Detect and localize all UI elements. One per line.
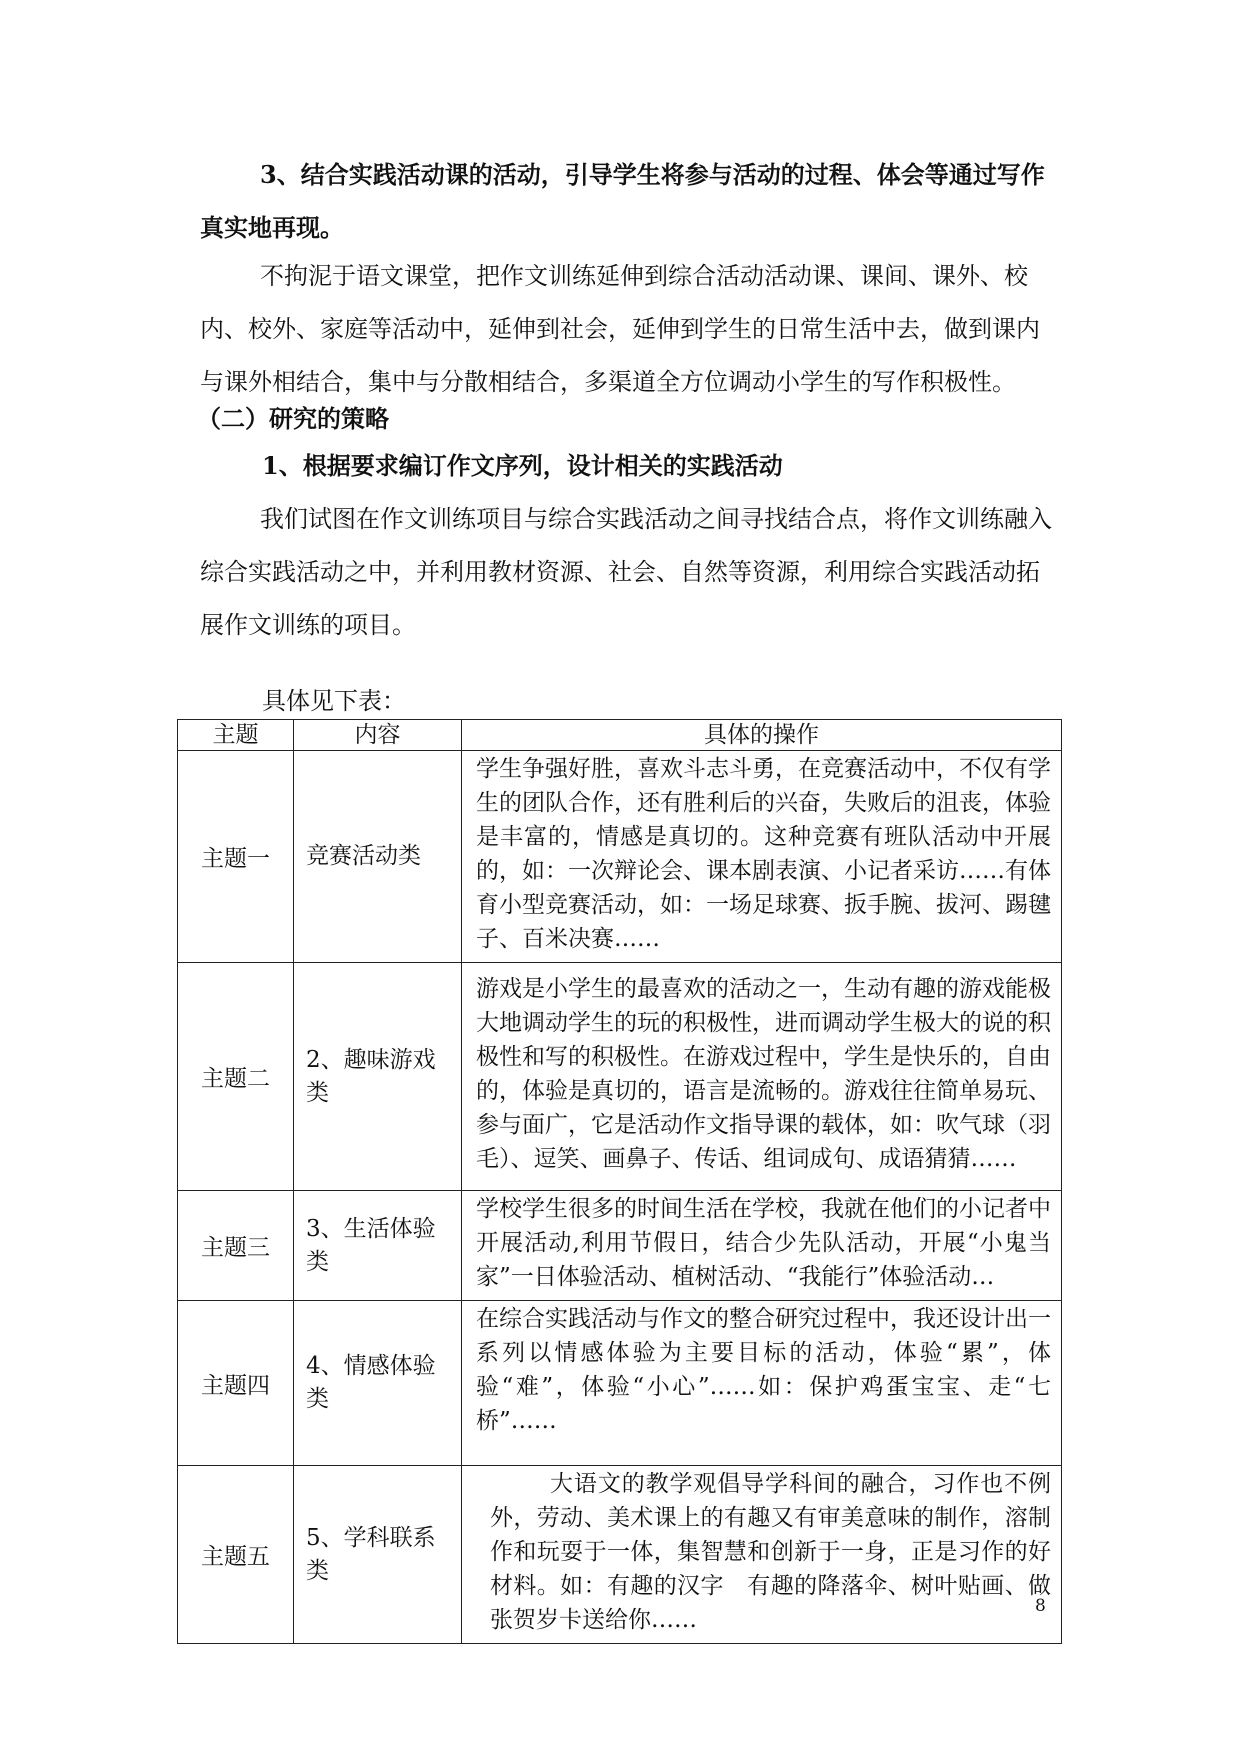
table-row [178, 1466, 1062, 1644]
row-operation: 大语文的教学观倡导学科间的融合，习作也不例外，劳动、美术课上的有趣又有审美意味的制作，溶制作和玩耍于一体，集智慧和创新于一身，正是习作的好材料。如：有趣的汉字 有趣的降落伞、树叶贴画、做张贺岁卡送给你…… [462, 1466, 1062, 1644]
row-operation: 游戏是小学生的最喜欢的活动之一，生动有趣的游戏能极大地调动学生的玩的积极性，进而调动学生极大的说的积极性和写的积极性。在游戏过程中，学生是快乐的，自由的，体验是真切的，语言是流畅的。游戏往往简单易玩、参与面广，它是活动作文指导课的载体，如：吹气球（羽毛）、逗笑、画鼻子、传话、组词成句、成语猜猜…… [462, 963, 1062, 1191]
subsection1-heading: 1、根据要求编订作文序列，设计相关的实践活动 [262, 451, 783, 480]
row-theme: 主题四 [178, 1301, 294, 1466]
header-operation: 具体的操作 [462, 720, 1062, 751]
row-operation: 学生争强好胜，喜欢斗志斗勇，在竞赛活动中，不仅有学生的团队合作，还有胜利后的兴奋，失败后的沮丧，体验是丰富的，情感是真切的。这种竞赛有班队活动中开展的，如：一次辩论会、课本剧表演、小记者采访……有体育小型竞赛活动，如：一场足球赛、扳手腕、拔河、踢毽子、百米决赛…… [462, 751, 1062, 963]
table-row [178, 963, 1062, 1191]
row-content: 3、生活体验类 [294, 1191, 462, 1301]
subsection1-body: 我们试图在作文训练项目与综合实践活动之间寻找结合点，将作文训练融入综合实践活动之中，并利用教材资源、社会、自然等资源，利用综合实践活动拓展作文训练的项目。 [200, 505, 1052, 639]
table-row [178, 1191, 1062, 1301]
activity-table [177, 719, 1062, 1644]
page-number: 8 [1035, 1596, 1046, 1616]
table-header-row [178, 720, 1062, 751]
row-content: 竞赛活动类 [294, 751, 462, 963]
row-theme: 主题三 [178, 1191, 294, 1301]
table-caption: 具体见下表： [262, 687, 406, 715]
header-theme: 主题 [178, 720, 294, 751]
row-operation: 在综合实践活动与作文的整合研究过程中，我还设计出一系列以情感体验为主要目标的活动，体验“累”，体验“难”，体验“小心”……如：保护鸡蛋宝宝、走“七桥”…… [462, 1301, 1062, 1466]
row-content: 5、学科联系类 [294, 1466, 462, 1644]
table-row [178, 751, 1062, 963]
section-two-heading: （二）研究的策略 [197, 404, 389, 433]
row-content: 2、趣味游戏类 [294, 963, 462, 1191]
table-row [178, 1301, 1062, 1466]
row-theme: 主题二 [178, 963, 294, 1191]
row-theme: 主题一 [178, 751, 294, 963]
header-content: 内容 [294, 720, 462, 751]
row-content: 4、情感体验类 [294, 1301, 462, 1466]
section3-heading: 3、结合实践活动课的活动，引导学生将参与活动的过程、体会等通过写作真实地再现。 [200, 160, 1045, 242]
row-operation: 学校学生很多的时间生活在学校，我就在他们的小记者中开展活动,利用节假日，结合少先队活动，开展“小鬼当家”一日体验活动、植树活动、“我能行”体验活动… [462, 1191, 1062, 1301]
section3-body: 不拘泥于语文课堂，把作文训练延伸到综合活动活动课、课间、课外、校内、校外、家庭等活动中，延伸到社会，延伸到学生的日常生活中去，做到课内与课外相结合，集中与分散相结合，多渠道全方位调动小学生的写作积极性。 [200, 262, 1040, 396]
row-theme: 主题五 [178, 1466, 294, 1644]
